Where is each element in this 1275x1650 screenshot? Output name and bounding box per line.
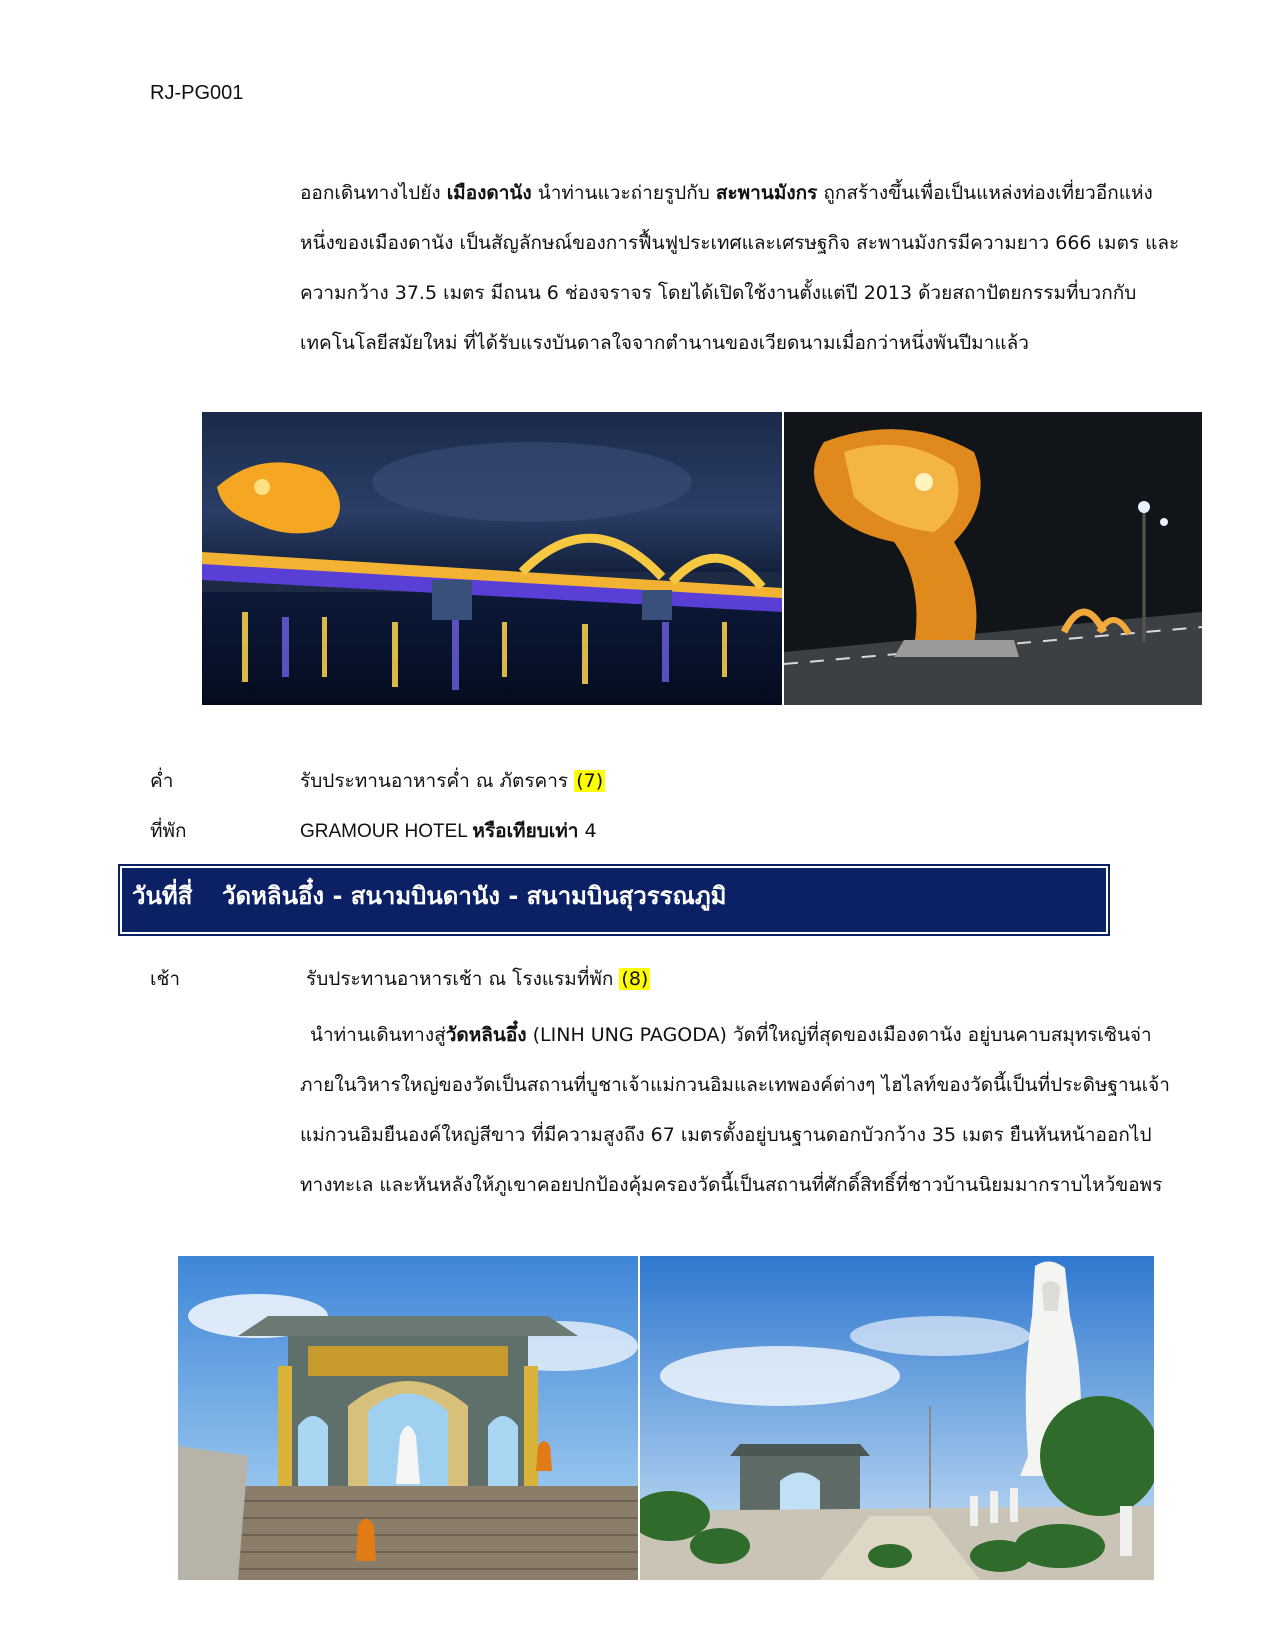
pagoda-gate-photo-left [178, 1256, 638, 1580]
intro-text-2: นำท่านแวะถ่ายรูปกับ [531, 182, 716, 204]
pagoda-paragraph [300, 1010, 1180, 1210]
dinner-meal-number: (7) [576, 770, 604, 792]
breakfast-text [306, 964, 650, 994]
breakfast-meal-number: (8) [621, 968, 649, 990]
guanyin-statue-photo-right [640, 1256, 1154, 1580]
intro-bold-bridge: สะพานมังกร [715, 182, 818, 204]
hotel-or-equivalent: หรือเทียบเท่า [472, 820, 579, 842]
document-code: RJ-PG001 [150, 82, 244, 104]
dinner-text [300, 766, 605, 796]
day-banner [118, 864, 1110, 936]
intro-bold-city: เมืองดานัง [446, 182, 532, 204]
dinner-label: ค่ำ [150, 770, 174, 792]
hotel-text [300, 816, 597, 846]
day-title: วัดหลินอึ๋ง - สนามบินดานัง - สนามบินสุวรรณภูมิ [222, 882, 727, 910]
pagoda-text-2: (LINH UNG PAGODA) วัดที่ใหญ่ที่สุดของเมืองดานัง อยู่บนคาบสมุทรเซินจ่า ภายในวิหารใหญ่ของวัดเป็นสถานที่บูชาเจ้าแม่กวนอิมและเทพองค์ต่างๆ ไฮไลท์ของวัดนี้เป็นที่ประดิษฐานเจ้าแม่กวนอิมยืนองค์ใหญ่สีขาว ที่มีความสูงถึง 67 เมตรตั้งอยู่บนฐานดอกบัวกว้าง 35 เมตร ยืนหันหน้าออกไปทางทะเล และหันหลังให้ภูเขาคอยปกป้องคุ้มครองวัดนี้เป็นสถานที่ศักดิ์สิทธิ์ที่ชาวบ้านนิยมมากราบไหว้ขอพร [300, 1024, 1170, 1196]
breakfast-description: รับประทานอาหารเช้า ณ โรงแรมที่พัก [306, 968, 620, 990]
intro-text-3: ถูกสร้างขึ้นเพื่อเป็นแหล่งท่องเที่ยวอีกแห่งหนึ่งของเมืองดานัง เป็นสัญลักษณ์ของการฟื้นฟูประเทศและเศรษฐกิจ สะพานมังกรมีความยาว 666 เมตร และความกว้าง 37.5 เมตร มีถนน 6 ช่องจราจร โดยได้เปิดใช้งานตั้งแต่ปี 2013 ด้วยสถาปัตยกรรมที่บวกกับเทคโนโลยีสมัยใหม่ ที่ได้รับแรงบันดาลใจจากตำนานของเวียดนามเมื่อกว่าหนึ่งพันปีมาแล้ว [300, 182, 1180, 354]
intro-text-1: ออกเดินทางไปยัง [300, 182, 447, 204]
dragon-head-photo-right [784, 412, 1202, 705]
dragon-bridge-photo-left [202, 412, 782, 705]
hotel-stars: 4 [578, 820, 597, 842]
breakfast-label: เช้า [150, 968, 181, 990]
hotel-label: ที่พัก [150, 820, 187, 842]
hotel-name: GRAMOUR HOTEL [300, 821, 473, 842]
pagoda-bold-name: วัดหลินอึ๋ง [445, 1024, 527, 1046]
day-number: วันที่สี่ [132, 882, 193, 910]
intro-paragraph [300, 168, 1180, 368]
dinner-description: รับประทานอาหารค่ำ ณ ภัตรคาร [300, 770, 575, 792]
pagoda-text-1: นำท่านเดินทางสู่ [310, 1024, 446, 1046]
